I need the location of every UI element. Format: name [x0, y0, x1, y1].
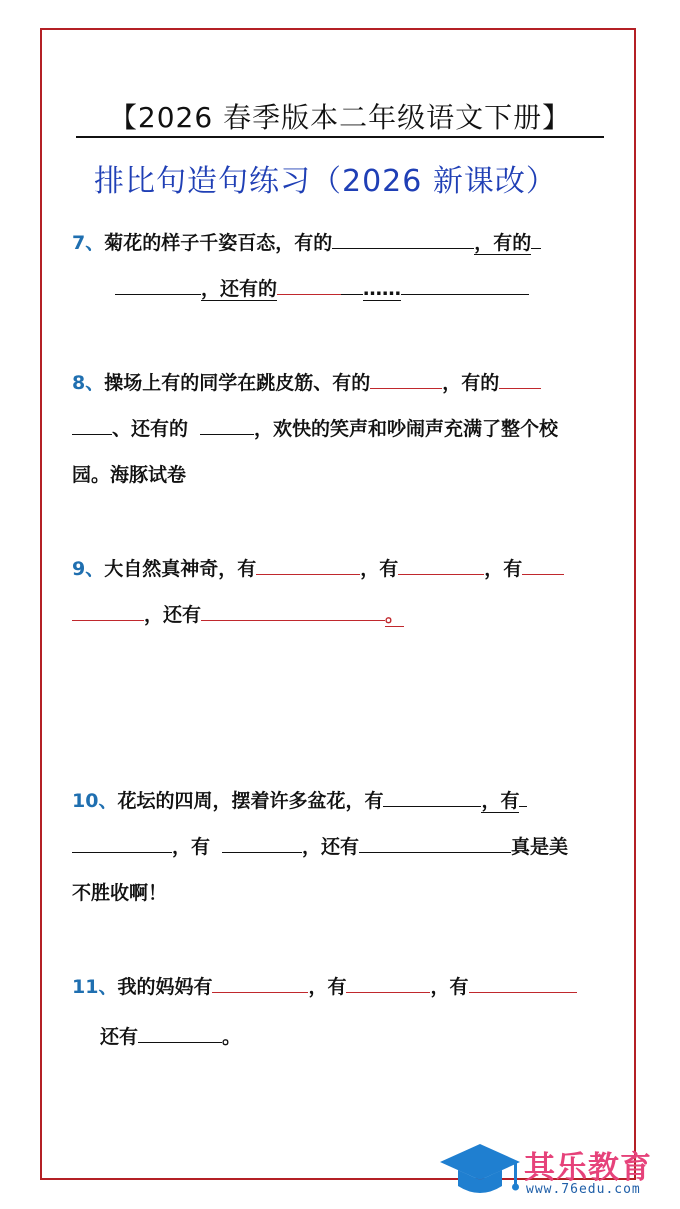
answer-blank[interactable]	[499, 387, 541, 389]
question-text: ，有的	[474, 232, 532, 254]
question-10-line-1	[72, 786, 527, 813]
question-text: ，欢快的笑声和吵闹声充满了整个校	[254, 418, 559, 440]
question-text: 不胜收啊！	[72, 882, 168, 904]
question-text: ，有	[430, 976, 469, 998]
question-number: 9、	[72, 558, 105, 580]
question-9-line-2	[72, 600, 404, 627]
answer-blank[interactable]	[72, 433, 112, 435]
answer-blank[interactable]	[519, 805, 527, 807]
question-text: 真是美	[511, 836, 569, 858]
question-text: 菊花的样子千姿百态，有的	[104, 232, 333, 254]
question-text: ……	[363, 278, 402, 300]
question-text: 大自然真神奇，有	[104, 558, 257, 580]
question-number: 8、	[72, 372, 105, 394]
logo-name: 其乐教育	[524, 1150, 652, 1186]
question-10-line-2	[72, 832, 568, 859]
question-10-line-3	[72, 878, 167, 905]
answer-blank[interactable]	[72, 851, 172, 853]
page-subtitle: 排比句造句练习（2026 新课改）	[94, 164, 557, 199]
question-7-line-1	[72, 228, 541, 255]
question-text: ，还有的	[201, 278, 278, 300]
question-text: ，还有	[302, 836, 360, 858]
question-text: 园。海豚试卷	[72, 464, 187, 486]
answer-blank[interactable]	[383, 805, 481, 807]
answer-blank[interactable]	[277, 293, 341, 295]
question-7-line-2	[115, 274, 529, 301]
answer-blank[interactable]	[531, 247, 541, 249]
answer-blank[interactable]	[341, 293, 363, 295]
answer-blank[interactable]	[359, 851, 511, 853]
answer-blank[interactable]	[222, 851, 302, 853]
logo-url: www.76edu.com	[526, 1182, 641, 1197]
question-text: ，有	[360, 558, 399, 580]
question-11-line-2	[100, 1022, 241, 1049]
answer-blank[interactable]	[72, 619, 144, 621]
question-text: 花坛的四周，摆着许多盆花，有	[117, 790, 384, 812]
question-text: ，有的	[442, 372, 500, 394]
title-underline	[76, 136, 604, 138]
question-text: ，有	[484, 558, 523, 580]
question-8-line-2	[72, 414, 558, 441]
answer-blank[interactable]	[346, 991, 430, 993]
answer-blank[interactable]	[370, 387, 442, 389]
question-8-line-1	[72, 368, 541, 395]
question-text: ，有	[481, 790, 520, 812]
question-number: 10、	[72, 790, 118, 812]
question-text: 操场上有的同学在跳皮筋、有的	[104, 372, 371, 394]
answer-blank[interactable]	[522, 573, 564, 575]
answer-blank[interactable]	[469, 991, 577, 993]
page-title: 【2026 春季版本二年级语文下册】	[108, 101, 572, 134]
answer-blank[interactable]	[200, 433, 254, 435]
question-text: 。	[385, 604, 405, 626]
question-9-line-1	[72, 554, 564, 581]
question-text: 还有	[100, 1026, 139, 1048]
answer-blank[interactable]	[401, 293, 529, 295]
answer-blank[interactable]	[256, 573, 360, 575]
question-number: 11、	[72, 976, 118, 998]
question-text: 。	[222, 1026, 242, 1048]
question-8-line-3	[72, 460, 186, 487]
question-text: ，还有	[144, 604, 202, 626]
question-number: 7、	[72, 232, 105, 254]
question-text: ，有	[172, 836, 211, 858]
answer-blank[interactable]	[212, 991, 308, 993]
question-text: 我的妈妈有	[117, 976, 213, 998]
question-text: 、还有的	[112, 418, 189, 440]
answer-blank[interactable]	[332, 247, 474, 249]
answer-blank[interactable]	[138, 1041, 222, 1043]
answer-blank[interactable]	[115, 293, 201, 295]
answer-blank[interactable]	[398, 573, 484, 575]
question-11-line-1	[72, 972, 577, 999]
answer-blank[interactable]	[201, 619, 385, 621]
question-text: ，有	[308, 976, 347, 998]
